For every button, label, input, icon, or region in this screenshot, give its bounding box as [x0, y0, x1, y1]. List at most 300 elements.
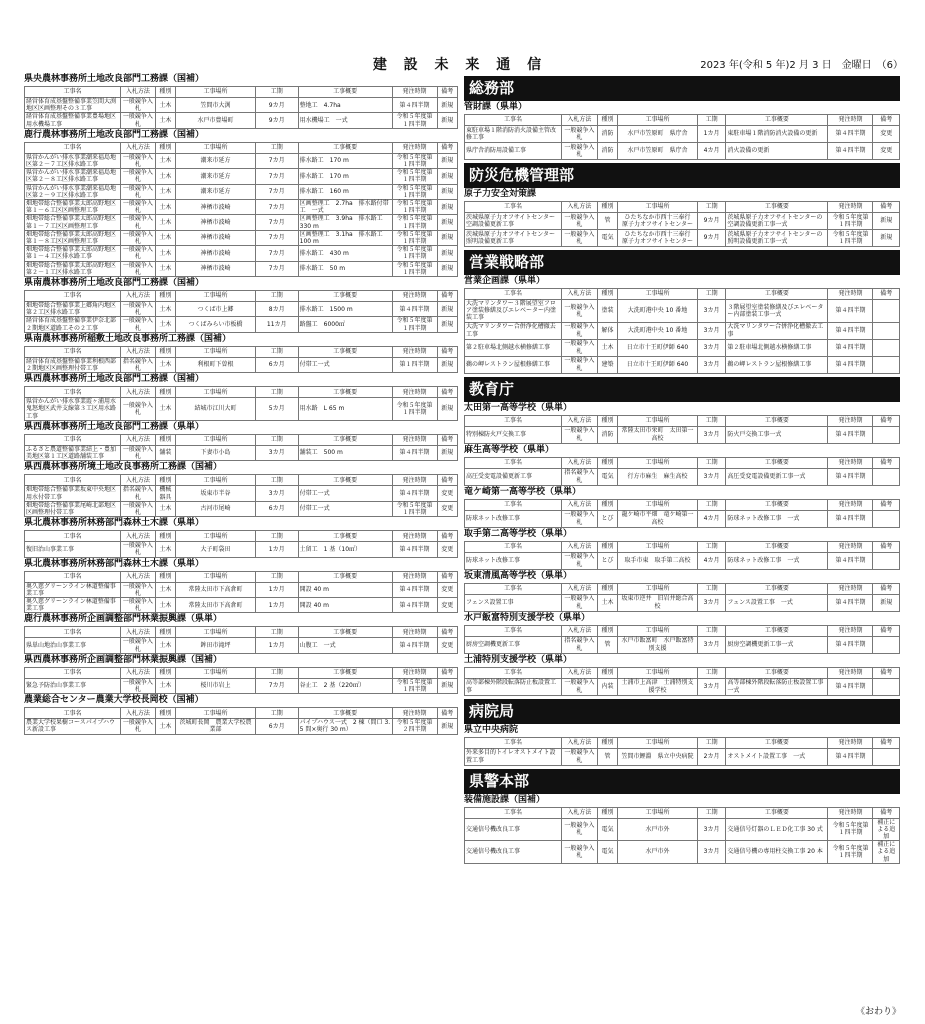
column-header-name: 工事名	[25, 434, 121, 445]
section-title: 営業企画課（県単）	[464, 276, 546, 286]
column-header-name: 工事名	[25, 475, 121, 486]
cell-note	[873, 748, 900, 765]
cell-method: 一般競争入札	[562, 748, 598, 765]
column-header-period: 工期	[255, 571, 298, 582]
column-header-timing: 発注時期	[392, 627, 437, 638]
cell-place: 水戸市外	[618, 818, 698, 841]
cell-summary: 茨城県原子力オフサイトセンターの空調設備更新工事一式	[726, 213, 828, 230]
table-header-row	[25, 87, 458, 98]
column-header-period: 工期	[255, 87, 298, 98]
cell-method: 一般競争入札	[120, 501, 155, 516]
column-header-place: 工事場所	[176, 87, 256, 98]
cell-type: 土木	[155, 597, 175, 612]
column-header-summary: 工事概要	[726, 737, 828, 748]
column-header-timing: 発注時期	[392, 346, 437, 357]
cell-name: 鵜の岬レストラン屋根修繕工事	[465, 356, 562, 373]
cell-name: 第２駐車場北側越水横修繕工事	[465, 339, 562, 356]
cell-period: 4カ月	[697, 143, 726, 160]
cell-place: 大子町袋田	[176, 542, 256, 557]
cell-place: 桜川市岩上	[176, 678, 256, 693]
cell-place: 水戸市外	[618, 841, 698, 864]
cell-name: 経営体育成基盤整備事業伊奈北部２期地区道路工その２工事	[25, 317, 121, 332]
column-header-period: 工期	[255, 627, 298, 638]
cell-period: 3カ月	[697, 594, 726, 611]
column-header-note: 備考	[873, 583, 900, 594]
cell-name: フェンス設置工事	[465, 594, 562, 611]
column-header-place: 工事場所	[618, 625, 698, 636]
column-header-note: 備考	[873, 499, 900, 510]
cell-name: 経営体育成基盤整備事業笠間大渕地区区画整理その３工事	[25, 98, 121, 113]
column-header-summary: 工事概要	[298, 708, 392, 719]
cell-period: 3カ月	[697, 426, 726, 443]
projects-table	[464, 541, 900, 570]
cell-type: 土木	[155, 302, 175, 317]
table-header-row	[465, 115, 900, 126]
column-header-period: 工期	[697, 625, 726, 636]
cell-method: 一般競争入札	[562, 230, 598, 247]
cell-timing: 令和５年度第２四半期	[392, 719, 437, 734]
cell-summary: 舗装工 500 m	[298, 445, 392, 460]
column-header-type: 種別	[597, 115, 617, 126]
column-header-name: 工事名	[465, 737, 562, 748]
cell-place: 神栖市波崎	[176, 246, 256, 261]
cell-name: 県営かんがい排水事業霞ヶ浦用水鬼怒地区武井支線第３工区用水路工事	[25, 398, 121, 421]
cell-name: 大洗マリンタワー３階展望室フロア塗装修繕及びエレベーター内塗装工事	[465, 300, 562, 323]
cell-timing: 令和５年度第１四半期	[392, 261, 437, 276]
cell-timing: 令和５年度第１四半期	[828, 230, 873, 247]
section-title: 管財課（県単）	[464, 102, 528, 112]
cell-period: 6カ月	[255, 501, 298, 516]
column-header-timing: 発注時期	[392, 87, 437, 98]
cell-type: 塗装	[597, 300, 617, 323]
cell-timing: 第４四半期	[392, 638, 437, 653]
column-header-summary: 工事概要	[726, 115, 828, 126]
table-row	[465, 636, 900, 653]
column-header-period: 工期	[697, 541, 726, 552]
table-row	[25, 169, 458, 184]
column-header-name: 工事名	[465, 807, 562, 818]
cell-note: 新規	[437, 317, 457, 332]
column-header-timing: 発注時期	[828, 457, 873, 468]
table-row	[25, 261, 458, 276]
column-header-name: 工事名	[465, 667, 562, 678]
cell-period: 3カ月	[697, 300, 726, 323]
cell-note	[873, 510, 900, 527]
section-title: 県西農林事務所企画調整部門林業振興課（国補）	[24, 654, 223, 665]
cell-summary: 路盤工 6000㎡	[298, 317, 392, 332]
cell-name: 畑地帯総合整備事業太郎高野地区第１－７工区区画整理工事	[25, 215, 121, 230]
table-row	[25, 200, 458, 215]
cell-summary: 区画整理工 3.1ha 排水路工 100 m	[298, 230, 392, 245]
cell-note: 新規	[437, 230, 457, 245]
cell-note: 変更	[437, 501, 457, 516]
cell-period: 1カ月	[255, 638, 298, 653]
column-header-timing: 発注時期	[828, 499, 873, 510]
cell-type: 土木	[155, 582, 175, 597]
cell-type: 土木	[155, 98, 175, 113]
cell-method: 指名競争入札	[120, 357, 155, 372]
cell-method: 指名競争入札	[120, 486, 155, 501]
cell-summary: 区画整理工 3.9ha 排水路工 330 m	[298, 215, 392, 230]
cell-name: 高圧受変電設備更新工事	[465, 468, 562, 485]
column-header-method: 入札方法	[120, 142, 155, 153]
projects-table	[464, 737, 900, 766]
column-header-method: 入札方法	[562, 737, 598, 748]
cell-method: 一般競争入札	[120, 638, 155, 653]
table-header-row	[25, 291, 458, 302]
column-header-summary: 工事概要	[726, 667, 828, 678]
cell-name: 復旧治山事業工事	[25, 542, 121, 557]
column-header-note: 備考	[873, 807, 900, 818]
column-header-place: 工事場所	[618, 499, 698, 510]
section-title: 農業総合センター農業大学校長岡校（国補）	[24, 695, 204, 706]
table-row	[465, 594, 900, 611]
cell-type: 土木	[155, 357, 175, 372]
section-title: 原子力安全対策課	[464, 189, 537, 199]
column-header-summary: 工事概要	[726, 625, 828, 636]
cell-name: 厨房空調機更新工事	[465, 636, 562, 653]
section-title: 水戸飯富特別支援学校（県単）	[464, 612, 591, 623]
column-header-period: 工期	[255, 708, 298, 719]
cell-note: 新規	[437, 445, 457, 460]
column-header-name: 工事名	[25, 87, 121, 98]
table-header-row	[465, 625, 900, 636]
column-header-type: 種別	[597, 541, 617, 552]
cell-name: 県単山地治山事業工事	[25, 638, 121, 653]
table-row	[25, 582, 458, 597]
cell-type: 土木	[155, 153, 175, 168]
column-header-note: 備考	[873, 457, 900, 468]
column-header-method: 入札方法	[562, 415, 598, 426]
column-header-note: 備考	[437, 475, 457, 486]
column-header-summary: 工事概要	[298, 142, 392, 153]
column-header-place: 工事場所	[176, 346, 256, 357]
cell-name: 奥久慈グリーンライン林道整備事業工事	[25, 597, 121, 612]
column-header-summary: 工事概要	[726, 541, 828, 552]
table-row	[465, 818, 900, 841]
cell-timing: 第４四半期	[828, 678, 873, 695]
cell-period: 4カ月	[697, 552, 726, 569]
column-header-place: 工事場所	[176, 667, 256, 678]
column-header-timing: 発注時期	[828, 583, 873, 594]
column-header-timing: 発注時期	[828, 289, 873, 300]
table-row	[25, 445, 458, 460]
table-row	[25, 184, 458, 199]
column-header-summary: 工事概要	[726, 499, 828, 510]
column-header-type: 種別	[155, 387, 175, 398]
column-header-note: 備考	[873, 541, 900, 552]
cell-method: 一般競争入札	[562, 678, 598, 695]
table-row	[25, 501, 458, 516]
cell-type: 土木	[155, 113, 175, 128]
cell-period: 3カ月	[697, 636, 726, 653]
column-header-period: 工期	[255, 434, 298, 445]
cell-method: 一般競争入札	[120, 542, 155, 557]
cell-place: 常陸太田市下高倉町	[176, 597, 256, 612]
column-header-place: 工事場所	[618, 807, 698, 818]
cell-timing: 第４四半期	[828, 748, 873, 765]
table-header-row	[465, 457, 900, 468]
cell-timing: 第４四半期	[392, 597, 437, 612]
column-header-type: 種別	[597, 415, 617, 426]
column-header-note: 備考	[873, 115, 900, 126]
cell-timing: 第４四半期	[828, 636, 873, 653]
cell-note: 新規	[437, 302, 457, 317]
cell-note: 新規	[437, 719, 457, 734]
cell-note	[873, 339, 900, 356]
column-header-summary: 工事概要	[298, 475, 392, 486]
cell-timing: 第４四半期	[828, 468, 873, 485]
cell-timing: 第４四半期	[392, 582, 437, 597]
projects-table	[24, 434, 458, 461]
cell-place: 日立市十王町伊師 640	[618, 339, 698, 356]
cell-note: 新規	[437, 113, 457, 128]
column-header-name: 工事名	[465, 541, 562, 552]
table-header-row	[465, 202, 900, 213]
cell-type: 土木	[155, 261, 175, 276]
cell-timing: 第１四半期	[392, 357, 437, 372]
cell-type: 土木	[155, 317, 175, 332]
cell-summary: 高等部棟外階段転落防止板設置工事 一式	[727, 679, 830, 694]
cell-place: 坂東市逆井 旧岩井総合高校	[618, 594, 698, 611]
column-header-type: 種別	[155, 346, 175, 357]
column-header-note: 備考	[437, 571, 457, 582]
section-title: 県南農林事務所土地改良部門工務課（国補）	[24, 278, 205, 289]
cell-name: 県営かんがい排水事業潮来福島地区第２－９工区排水路工事	[25, 184, 121, 199]
column-header-summary: 工事概要	[726, 807, 828, 818]
cell-type: 土木	[155, 678, 175, 693]
projects-table	[24, 386, 458, 421]
cell-name: 高等部棟外階段転落防止板設置工事	[465, 678, 562, 695]
cell-type: 土木	[155, 169, 175, 184]
column-header-place: 工事場所	[176, 571, 256, 582]
column-header-note: 備考	[873, 625, 900, 636]
cell-period: 11カ月	[255, 317, 298, 332]
column-header-timing: 発注時期	[828, 541, 873, 552]
cell-period: 4カ月	[697, 510, 726, 527]
section-title: 装備施設課（国補）	[464, 794, 546, 805]
table-row	[465, 426, 900, 443]
column-header-type: 種別	[155, 434, 175, 445]
cell-method: 一般競争入札	[120, 200, 155, 215]
column-header-place: 工事場所	[618, 415, 698, 426]
column-header-summary: 工事概要	[298, 346, 392, 357]
cell-type: 土木	[597, 339, 617, 356]
section-title: 県央農林事務所土地改良部門工務課（国補）	[24, 74, 205, 84]
column-header-note: 備考	[437, 87, 457, 98]
table-header-row	[25, 434, 458, 445]
column-header-timing: 発注時期	[392, 291, 437, 302]
column-header-summary: 工事概要	[726, 202, 828, 213]
cell-name: 交通信号機改良工事	[465, 841, 562, 864]
cell-summary: 用水機場工 一式	[298, 113, 392, 128]
section-title: 県北農林事務所林務部門森林土木課（県単）	[24, 558, 205, 569]
cell-summary: 土留工 1 基（10㎡）	[298, 542, 392, 557]
column-header-place: 工事場所	[176, 475, 256, 486]
cell-place: 鉾田市滝坪	[176, 638, 256, 653]
column-header-period: 工期	[255, 667, 298, 678]
cell-method: 一般競争入札	[562, 143, 598, 160]
cell-timing: 第４四半期	[828, 426, 873, 443]
column-header-place: 工事場所	[618, 289, 698, 300]
column-header-note: 備考	[873, 415, 900, 426]
cell-note: 新規	[437, 246, 457, 261]
column-header-note: 備考	[437, 346, 457, 357]
cell-period: 7カ月	[255, 153, 298, 168]
cell-summary: 鵜の岬レストラン屋根修繕工事	[726, 356, 828, 373]
column-header-period: 工期	[697, 499, 726, 510]
cell-method: 一般競争入札	[120, 113, 155, 128]
projects-table	[24, 530, 458, 557]
cell-name: 経営体育成基盤整備事業豊場地区用水機場工事	[25, 113, 121, 128]
cell-timing: 令和５年度第１四半期	[392, 246, 437, 261]
projects-table	[24, 667, 458, 694]
cell-type: 土木	[155, 398, 175, 421]
section-title: 麻生高等学校（県単）	[464, 444, 555, 455]
cell-period: 5カ月	[255, 398, 298, 421]
cell-period: 7カ月	[255, 246, 298, 261]
cell-summary: 厨房空調機更新工事一式	[726, 636, 828, 653]
cell-summary: 付帯工一式	[298, 501, 392, 516]
column-header-place: 工事場所	[618, 457, 698, 468]
cell-timing: 令和５年度第１四半期	[392, 501, 437, 516]
table-row	[465, 230, 900, 247]
section-title: 竜ケ崎第一高等学校（県単）	[464, 486, 582, 497]
column-header-place: 工事場所	[618, 737, 698, 748]
cell-name: 外来多目的トイレオストメイト設置工事	[465, 748, 562, 765]
cell-summary: 茨城県原子力オフサイトセンターの照明設備更新工事一式	[726, 230, 828, 247]
projects-table	[24, 86, 458, 129]
cell-name: 大洗マリンタワー合併浄化槽撤去工事	[465, 322, 562, 339]
cell-method: 一般競争入札	[120, 98, 155, 113]
cell-summary: 高圧受変電設備更新工事一式	[726, 468, 828, 485]
column-header-timing: 発注時期	[392, 531, 437, 542]
cell-type: 土木	[155, 246, 175, 261]
table-header-row	[25, 571, 458, 582]
cell-method: 一般競争入札	[562, 126, 598, 143]
column-header-place: 工事場所	[176, 531, 256, 542]
column-header-method: 入札方法	[562, 807, 598, 818]
cell-period: 6カ月	[255, 357, 298, 372]
column-header-period: 工期	[697, 737, 726, 748]
table-row	[465, 841, 900, 864]
cell-place: 神栖市波崎	[176, 261, 256, 276]
cell-summary: 東駐車場１階消防消火設備の更新	[726, 126, 828, 143]
column-header-period: 工期	[697, 289, 726, 300]
table-row	[465, 552, 900, 569]
column-header-method: 入札方法	[120, 291, 155, 302]
cell-type: 内装	[597, 678, 617, 695]
cell-name: 畑地帯総合整備事業太郎高野地区第１－６工区区画整理工事	[25, 200, 121, 215]
cell-summary: 交通信号灯器のＬＥＤ化工事 30 式	[726, 818, 828, 841]
cell-type: とび	[597, 510, 617, 527]
cell-method: 一般競争入札	[562, 594, 598, 611]
cell-summary: 用水路 L 65 m	[298, 398, 392, 421]
cell-name: 畑地帯総合整備事業太郎高野地区第１－８工区区画整理工事	[25, 230, 121, 245]
cell-note: 補正による追加	[873, 818, 900, 841]
cell-timing: 令和５年度第１四半期	[392, 113, 437, 128]
cell-period: 9カ月	[697, 230, 726, 247]
cell-summary: 谷止工 2 基（220㎡）	[298, 678, 392, 693]
cell-summary: 防球ネット改修工事 一式	[726, 510, 828, 527]
cell-place: 神栖市波崎	[176, 230, 256, 245]
cell-place: ひたちなか市西十三奉行 原子力オフサイトセンター	[618, 230, 698, 247]
table-row	[465, 322, 900, 339]
table-header-row	[465, 583, 900, 594]
cell-period: 6カ月	[255, 719, 298, 734]
cell-summary: フェンス設置工事 一式	[726, 594, 828, 611]
cell-place: 龍ケ崎市平畑 竜ケ崎第一高校	[618, 510, 698, 527]
cell-method: 一般競争入札	[562, 510, 598, 527]
cell-timing: 第４四半期	[828, 594, 873, 611]
table-row	[25, 638, 458, 653]
cell-summary: 区画整理工 2.7ha 排水路付帯工 一式	[298, 200, 392, 215]
cell-timing: 第４四半期	[392, 486, 437, 501]
cell-name: 緊急予防治山事業工事	[25, 678, 121, 693]
cell-timing: 令和５年度第１四半期	[828, 841, 873, 864]
cell-type: 土木	[155, 184, 175, 199]
column-header-place: 工事場所	[618, 583, 698, 594]
cell-note: 新規	[437, 215, 457, 230]
cell-summary: 防火戸交換工事一式	[726, 426, 828, 443]
column-header-name: 工事名	[465, 202, 562, 213]
cell-summary: オストメイト設置工事 一式	[726, 748, 828, 765]
table-row	[465, 213, 900, 230]
cell-type: 土木	[155, 638, 175, 653]
cell-period: 3カ月	[255, 486, 298, 501]
projects-table	[24, 626, 458, 653]
column-header-period: 工期	[255, 531, 298, 542]
projects-table	[464, 415, 900, 444]
column-header-note: 備考	[873, 737, 900, 748]
department-heading: 防災危機管理部	[464, 163, 900, 188]
cell-note	[873, 356, 900, 373]
cell-note: 新規	[437, 200, 457, 215]
cell-method: 一般競争入札	[120, 445, 155, 460]
column-header-place: 工事場所	[176, 627, 256, 638]
cell-method: 指名競争入札	[562, 636, 598, 653]
cell-type: 管	[597, 748, 617, 765]
cell-place: 大洗町港中央 10 番地	[618, 322, 698, 339]
cell-type: 消防	[597, 126, 617, 143]
column-header-method: 入札方法	[120, 708, 155, 719]
cell-note: 新規	[437, 98, 457, 113]
cell-place: 茨城町長岡 農業大学校農業部	[176, 719, 256, 734]
department-heading: 総務部	[464, 76, 900, 101]
cell-method: 一般競争入札	[120, 302, 155, 317]
cell-timing: 第４四半期	[828, 510, 873, 527]
column-header-timing: 発注時期	[392, 571, 437, 582]
cell-note: 新規	[437, 398, 457, 421]
department-heading: 教育庁	[464, 377, 900, 402]
projects-table	[24, 707, 458, 734]
column-header-timing: 発注時期	[828, 202, 873, 213]
cell-place: 水戸市飯富町 水戸飯富特別支援	[618, 636, 698, 653]
cell-place: 笠間市鯉淵 県立中央病院	[618, 748, 698, 765]
column-header-method: 入札方法	[562, 625, 598, 636]
cell-place: 潮来市延方	[176, 184, 256, 199]
column-header-type: 種別	[597, 667, 617, 678]
table-row	[25, 113, 458, 128]
table-row	[465, 748, 900, 765]
column-header-period: 工期	[697, 457, 726, 468]
column-header-method: 入札方法	[120, 475, 155, 486]
cell-period: 3カ月	[697, 468, 726, 485]
cell-type: 機械器具	[155, 486, 175, 501]
cell-method: 一般競争入札	[562, 300, 598, 323]
column-header-type: 種別	[155, 87, 175, 98]
cell-timing: 令和５年度第１四半期	[828, 213, 873, 230]
